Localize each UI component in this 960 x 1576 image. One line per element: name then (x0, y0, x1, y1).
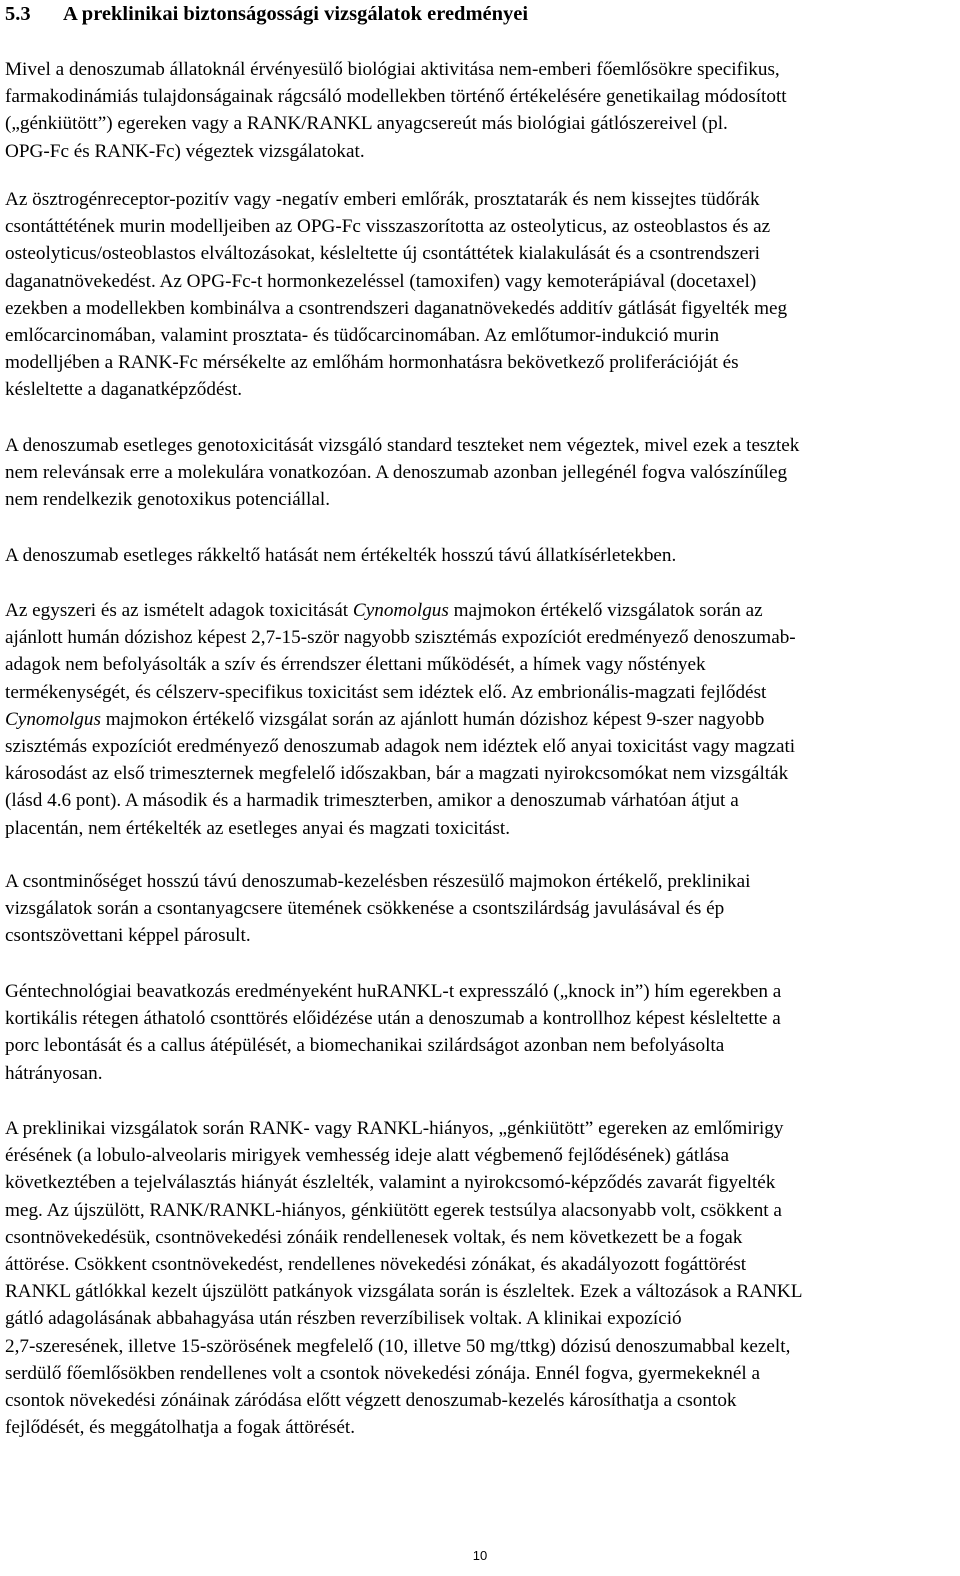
paragraph-line: csontok növekedési zónáinak záródása előtt végzett denoszumab-kezelés károsíthatja a csontok (5, 1390, 737, 1412)
paragraph-line: modelljében a RANK-Fc mérsékelte az emlőhám hormonhatásra bekövetkező proliferációját és (5, 352, 739, 374)
section-heading (5, 2, 950, 26)
paragraph-line: csontszövettani képpel párosult. (5, 925, 251, 947)
page-number: 10 (472, 1548, 488, 1563)
paragraph-line: csontáttétének murin modelljeiben az OPG-Fc visszaszorította az osteolyticus, az osteoblastos és az (5, 216, 771, 238)
paragraph-line: Az ösztrogénreceptor-pozitív vagy -negatív emberi emlőrák, prosztatarák és nem kissejtes tüdőrák (5, 189, 760, 210)
paragraph-6 (5, 868, 955, 950)
paragraph-line: késleltette a daganatképződést. (5, 379, 243, 401)
paragraph-line: gátló adagolásának abbahagyása után részben reverzíbilisek voltak. A klinikai expozíció (5, 1308, 682, 1330)
paragraph-8 (5, 1115, 955, 1441)
paragraph-line: érésének (a lobulo-alveolaris mirigyek vemhesség ideje alatt végbemenő fejlődésének) gátlása (5, 1145, 730, 1167)
paragraph-line: daganatnövekedést. Az OPG-Fc-t hormonkezeléssel (tamoxifen) vagy kemoterápiával (docetaxel) (5, 270, 757, 292)
paragraph-line: RANKL gátlókkal kezelt újszülött patkányok vizsgálata során is észleltek. Ezek a változások a RANKL (5, 1281, 803, 1303)
paragraph-line: kortikális rétegen áthatoló csonttörés előidézése után a denoszumab a kontrollhoz képest késleltette a (5, 1008, 781, 1030)
paragraph-line: OPG-Fc és RANK-Fc) végeztek vizsgálatokat. (5, 140, 365, 162)
paragraph-line: A csontminőséget hosszú távú denoszumab-kezelésben részesülő majmokon értékelő, preklinikai (5, 871, 751, 892)
paragraph-line: emlőcarcinomában, valamint prosztata- és tüdőcarcinomában. Az emlőtumor-indukció murin (5, 325, 720, 347)
paragraph-line: meg. Az újszülött, RANK/RANKL-hiányos, génkiütött egerek testsúlya alacsonyabb volt, csökkent a (5, 1199, 782, 1221)
paragraph-line: csontnövekedésük, csontnövekedési zónáik rendellenesek voltak, és nem következett be a fogak (5, 1226, 743, 1248)
paragraph-line: károsodást az első trimeszternek megfelelő időszakban, bár a magzati nyirokcsomókat nem vizsgálták (5, 763, 789, 785)
paragraph-2 (5, 186, 955, 404)
paragraph-1 (5, 56, 955, 165)
paragraph-3 (5, 432, 955, 514)
paragraph-line: fejlődését, és meggátolhatja a fogak áttörését. (5, 1417, 356, 1439)
paragraph-line: adagok nem befolyásolták a szív és érrendszer élettani működését, a hímek vagy nőstények (5, 654, 706, 676)
paragraph-5 (5, 597, 955, 842)
paragraph-line: ezekben a modellekben kombinálva a csontrendszeri daganatnövekedés additív gátlását figyelték meg (5, 297, 788, 319)
paragraph-line: hátrányosan. (5, 1062, 103, 1084)
paragraph-line: Mivel a denoszumab állatoknál érvényesülő biológiai aktivitása nem-emberi főemlősökre specifikus, (5, 59, 780, 80)
paragraph-line: Cynomolgus majmokon értékelő vizsgálat során az ajánlott humán dózishoz képest 9-szer nagyobb (5, 708, 765, 730)
paragraph-line: 2,7-szeresének, illetve 15-szörösének megfelelő (10, illetve 50 mg/ttkg) dózisú denoszumabbal kezelt, (5, 1335, 791, 1357)
paragraph-line: következtében a tejelválasztás hiányát észlelték, valamint a nyirokcsomó-képződés zavarát figyelték (5, 1172, 776, 1194)
section-title: A preklinikai biztonságossági vizsgálatok eredményei (63, 3, 529, 25)
paragraph-line: A denoszumab esetleges rákkeltő hatását nem értékelték hosszú távú állatkísérletekben. (5, 545, 677, 566)
paragraph-line: osteolyticus/osteoblastos elváltozásokat, késleltette új csontáttétek kialakulását és a csontrendszeri (5, 243, 761, 265)
paragraph-line: porc lebontását és a callus átépülését, a biomechanikai szilárdságot azonban nem befolyásolta (5, 1035, 725, 1057)
paragraph-7 (5, 978, 955, 1087)
paragraph-line: szisztémás expozíciót eredményező denoszumab adagok nem idéztek elő anyai toxicitást vagy magzati (5, 736, 796, 758)
paragraph-line: vizsgálatok során a csontanyagcsere ütemének csökkenése a csontszilárdság javulásával és ép (5, 898, 725, 920)
paragraph-line: farmakodinámiás tulajdonságainak rágcsáló modellekben történő értékelésére genetikailag módosított (5, 86, 787, 108)
paragraph-4 (5, 542, 955, 569)
section-number: 5.3 (5, 3, 31, 25)
paragraph-line: A preklinikai vizsgálatok során RANK- vagy RANKL-hiányos, „génkiütött” egereken az emlőmirigy (5, 1118, 784, 1139)
paragraph-line: placentán, nem értékelték az esetleges anyai és magzati toxicitást. (5, 817, 511, 839)
paragraph-line: („génkiütött”) egereken vagy a RANK/RANKL anyagcsereút más biológiai gátlószereivel (pl. (5, 113, 728, 135)
paragraph-line: ajánlott humán dózishoz képest 2,7-15-ször nagyobb szisztémás expozíciót eredményező denoszumab- (5, 627, 796, 649)
paragraph-line: termékenységét, és célszerv-specifikus toxicitást sem idéztek elő. Az embrionális-magzati fejlődést (5, 681, 767, 703)
paragraph-line: Géntechnológiai beavatkozás eredményeként huRANKL-t expresszáló („knock in”) hím egerekben a (5, 981, 782, 1002)
paragraph-line: áttörése. Csökkent csontnövekedést, rendellenes növekedési zónákat, és akadályozott fogáttörést (5, 1254, 747, 1276)
paragraph-line: Az egyszeri és az ismételt adagok toxicitását Cynomolgus majmokon értékelő vizsgálatok során az (5, 600, 763, 621)
paragraph-line: serdülő főemlősökben rendellenes volt a csontok növekedési zónája. Ennél fogva, gyermekeknél a (5, 1362, 760, 1384)
paragraph-line: nem relevánsak erre a molekulára vonatkozóan. A denoszumab azonban jellegénél fogva valószínűleg (5, 462, 788, 484)
paragraph-line: A denoszumab esetleges genotoxicitását vizsgáló standard teszteket nem végeztek, mivel ezek a tesztek (5, 435, 800, 456)
paragraph-line: (lásd 4.6 pont). A második és a harmadik trimeszterben, amikor a denoszumab várhatóan átjut a (5, 790, 739, 812)
paragraph-line: nem rendelkezik genotoxikus potenciállal. (5, 489, 331, 511)
